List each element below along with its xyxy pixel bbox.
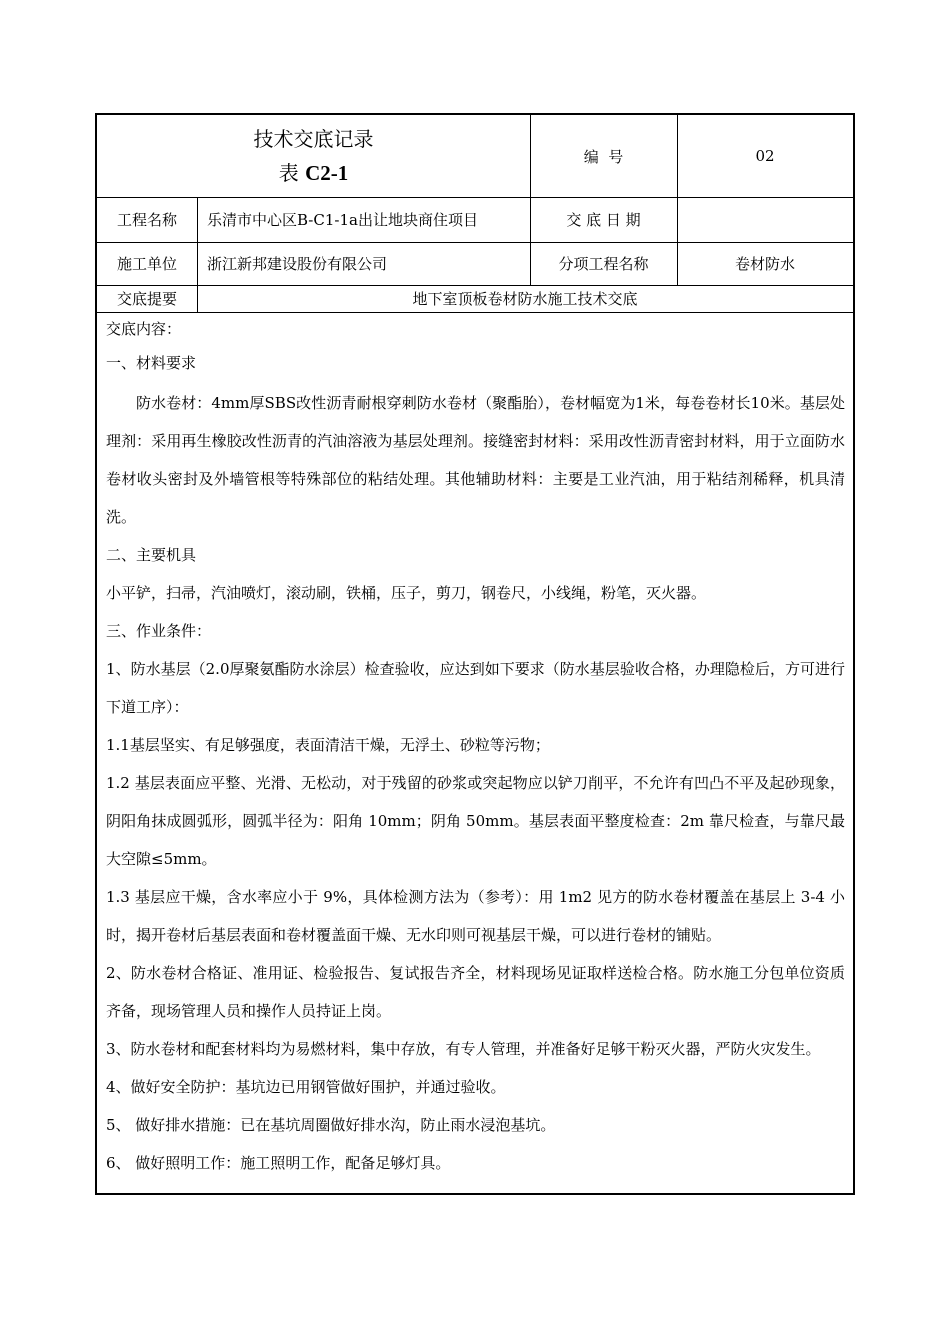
disclosure-date-value [677,197,853,242]
summary-value: 地下室顶板卷材防水施工技术交底 [412,290,638,308]
disclosure-date-label: 交 底 日 期 [566,211,641,229]
disclosure-content [97,315,853,1182]
list-item: 5、 做好排水措施：已在基坑周圈做好排水沟，防止雨水浸泡基坑。 [106,1116,556,1134]
subproject-label: 分项工程名称 [558,255,649,273]
section-title: 三、作业条件： [106,622,212,640]
list-item: 1.2 基层表面应平整、光滑、无松动，对于残留的砂浆或突起物应以铲刀削平，不允许有凹凸不平及起砂现象，阴阳角抹成圆弧形，圆弧半径为：阳角 10mm；阴角 50mm。基层表面平整度检查：2m 靠尺检查，与靠尺最大空隙≤5mm。 [106,774,845,868]
section-paragraph: 小平铲，扫帚，汽油喷灯，滚动刷，铁桶，压子，剪刀，钢卷尺，小线绳，粉笔，灭火器。 [106,584,707,602]
content-heading: 交底内容： [106,320,182,338]
form-code [279,156,349,190]
section-title: 一、材料要求 [106,354,197,372]
row-divider [97,312,853,313]
section-paragraph: 防水卷材：4mm厚SBS改性沥青耐根穿刺防水卷材（聚酯胎），卷材幅宽为1米，每卷卷材长10米。基层处理剂：采用再生橡胶改性沥青的汽油溶液为基层处理剂。接缝密封材料：采用改性沥青密封材料，用于立面防水卷材收头密封及外墙管根等特殊部位的粘结处理。其他辅助材料：主要是工业汽油，用于粘结剂稀释，机具清洗。 [106,394,845,526]
form-title-line1: 技术交底记录 [253,127,374,151]
technical-disclosure-form [95,113,855,1195]
section-title: 二、主要机具 [106,546,197,564]
list-item: 4、做好安全防护：基坑边已用钢管做好围护，并通过验收。 [106,1078,506,1096]
list-item: 2、防水卷材合格证、准用证、检验报告、复试报告齐全，材料现场见证取样送检合格。防水施工分包单位资质齐备，现场管理人员和操作人员持证上岗。 [106,964,845,1020]
list-item: 1.1基层坚实、有足够强度，表面清洁干燥，无浮土、砂粒等污物； [106,736,550,754]
form-title [97,115,530,197]
project-name-value: 乐清市中心区B-C1-1a出让地块商住项目 [207,211,478,229]
list-item: 1、防水基层（2.0厚聚氨酯防水涂层）检查验收，应达到如下要求（防水基层验收合格，办理隐检后，方可进行下道工序）： [106,660,845,716]
form-code-value: C2-1 [305,161,349,185]
list-item: 6、 做好照明工作：施工照明工作，配备足够灯具。 [106,1154,451,1172]
construction-unit-label: 施工单位 [116,255,177,273]
project-name-label: 工程名称 [116,211,177,229]
form-code-prefix: 表 [278,161,299,185]
construction-unit-value: 浙江新邦建设股份有限公司 [207,255,388,273]
subproject-value: 卷材防水 [734,255,795,273]
list-item: 1.3 基层应干燥，含水率应小于 9%，具体检测方法为（参考）：用 1m2 见方的防水卷材覆盖在基层上 3-4 小时，揭开卷材后基层表面和卷材覆盖面干燥、无水印则可视基层干燥，可以进行卷材的铺贴。 [106,888,845,944]
number-value: 02 [755,147,775,165]
number-label: 编 号 [583,147,624,166]
list-item: 3、防水卷材和配套材料均为易燃材料，集中存放，有专人管理，并准备好足够干粉灭火器，严防火灾发生。 [106,1040,821,1058]
summary-label: 交底提要 [116,290,177,308]
